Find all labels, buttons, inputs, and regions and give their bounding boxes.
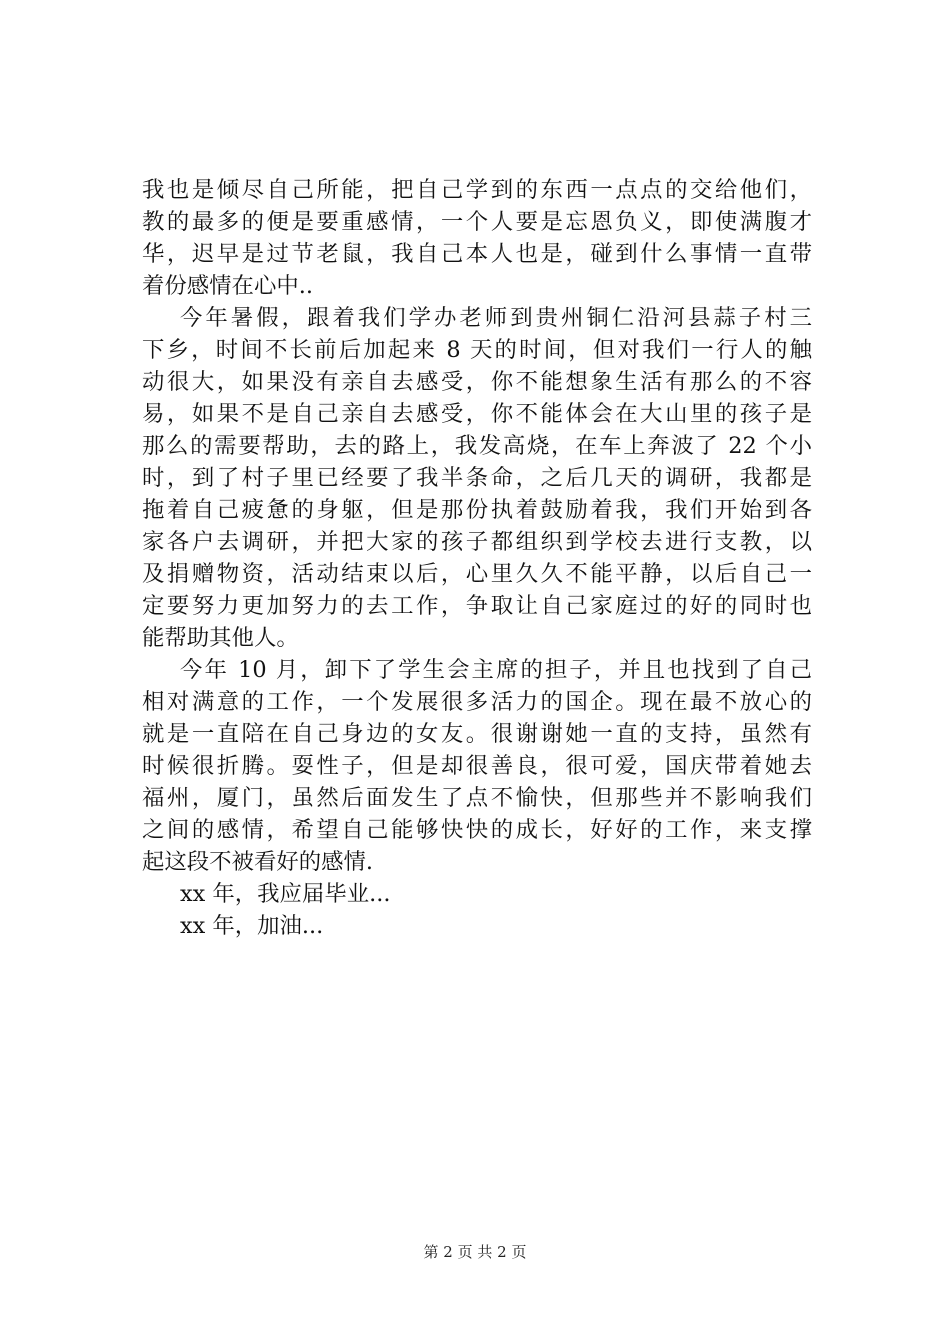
text-line: 相对满意的工作，一个发展很多活力的国企。现在最不放心的 [142, 689, 812, 715]
text-line: 时候很折腾。耍性子，但是却很善良，很可爱，国庆带着她去 [142, 753, 812, 779]
text-line: 教的最多的便是要重感情，一个人要是忘恩负义，即使满腹才 [142, 209, 812, 235]
text-line: 着份感情在心中.. [142, 273, 313, 299]
text-line: 家各户去调研，并把大家的孩子都组织到学校去进行支教，以 [142, 529, 812, 555]
text-line: 拖着自己疲惫的身躯，但是那份执着鼓励着我，我们开始到各 [142, 497, 812, 523]
text-line: 易，如果不是自己亲自去感受，你不能体会在大山里的孩子是 [142, 401, 812, 427]
text-line: 那么的需要帮助，去的路上，我发高烧，在车上奔波了 22 个小 [142, 433, 812, 459]
text-line: 时，到了村子里已经要了我半条命，之后几天的调研，我都是 [142, 465, 812, 491]
page-number-footer: 第 2 页 共 2 页 [423, 1243, 527, 1261]
text-line: 能帮助其他人。 [142, 625, 299, 651]
text-line: 我也是倾尽自己所能，把自己学到的东西一点点的交给他们， [142, 177, 812, 203]
text-line: 之间的感情，希望自己能够快快的成长，好好的工作，来支撑 [142, 817, 812, 843]
text-line: 今年暑假，跟着我们学办老师到贵州铜仁沿河县蒜子村三 [180, 305, 812, 331]
text-line: 华，迟早是过节老鼠，我自己本人也是，碰到什么事情一直带 [142, 241, 812, 267]
text-line: 定要努力更加努力的去工作，争取让自己家庭过的好的同时也 [142, 593, 812, 619]
text-line: 动很大，如果没有亲自去感受，你不能想象生活有那么的不容 [142, 369, 812, 395]
text-line: 今年 10 月，卸下了学生会主席的担子，并且也找到了自己 [180, 657, 812, 683]
text-line: 下乡，时间不长前后加起来 8 天的时间，但对我们一行人的触 [142, 337, 812, 363]
text-line: 就是一直陪在自己身边的女友。很谢谢她一直的支持，虽然有 [142, 721, 812, 747]
text-line: 福州，厦门，虽然后面发生了点不愉快，但那些并不影响我们 [142, 785, 812, 811]
text-line: xx 年，我应届毕业... [180, 881, 391, 907]
text-line: xx 年，加油... [180, 913, 324, 939]
text-line: 起这段不被看好的感情. [142, 849, 374, 875]
text-line: 及捐赠物资，活动结束以后，心里久久不能平静，以后自己一 [142, 561, 812, 587]
